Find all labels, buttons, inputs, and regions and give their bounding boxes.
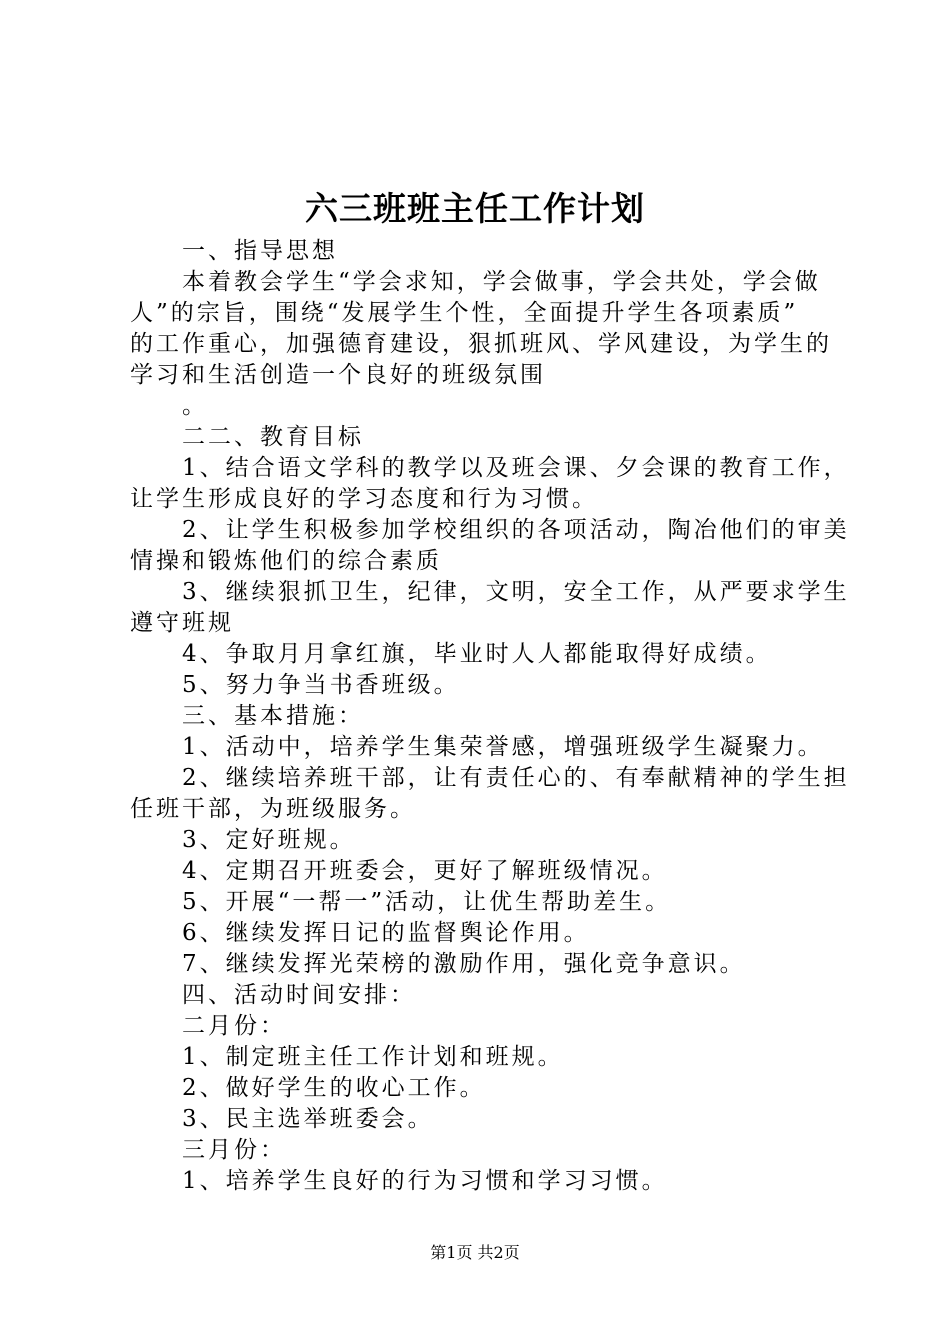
body-line: 情操和锻炼他们的综合素质 xyxy=(130,548,442,574)
document-body xyxy=(130,236,850,1197)
body-line: 1、结合语文学科的教学以及班会课、夕会课的教育工作， xyxy=(130,455,850,481)
body-line: 二月份： xyxy=(130,1013,286,1039)
body-line: 2、继续培养班干部，让有责任心的、有奉献精神的学生担 xyxy=(130,765,850,791)
body-line: 2、做好学生的收心工作。 xyxy=(130,1075,486,1101)
body-line: 四、活动时间安排： xyxy=(130,982,416,1008)
body-line: 学习和生活创造一个良好的班级氛围 xyxy=(130,362,546,388)
body-line: 2、让学生积极参加学校组织的各项活动，陶冶他们的审美 xyxy=(130,517,850,543)
body-line: 3、民主选举班委会。 xyxy=(130,1106,434,1132)
body-line: 4、定期召开班委会，更好了解班级情况。 xyxy=(130,858,668,884)
body-line: 7、继续发挥光荣榜的激励作用，强化竞争意识。 xyxy=(130,951,746,977)
body-line: 1、活动中，培养学生集荣誉感，增强班级学生凝聚力。 xyxy=(130,734,824,760)
body-line: 三、基本措施： xyxy=(130,703,364,729)
document-title: 六三班班主任工作计划 xyxy=(305,189,645,228)
body-line: 1、培养学生良好的行为习惯和学习习惯。 xyxy=(130,1168,668,1194)
body-line: 让学生形成良好的学习态度和行为习惯。 xyxy=(130,486,598,512)
body-line: 的工作重心，加强德育建设，狠抓班风、学风建设，为学生的 xyxy=(130,331,832,357)
body-line: 6、继续发挥日记的监督舆论作用。 xyxy=(130,920,590,946)
body-line: 5、努力争当书香班级。 xyxy=(130,672,460,698)
body-line: 3、继续狠抓卫生，纪律，文明，安全工作，从严要求学生 xyxy=(130,579,850,605)
page-number: 第1页 共2页 xyxy=(430,1243,520,1262)
body-line: 3、定好班规。 xyxy=(130,827,356,853)
body-line: 1、制定班主任工作计划和班规。 xyxy=(130,1044,564,1070)
body-line: 。 xyxy=(130,393,208,419)
body-line: 本着教会学生“学会求知，学会做事，学会共处，学会做 xyxy=(130,269,821,295)
body-line: 人”的宗旨，围绕“发展学生个性，全面提升学生各项素质” xyxy=(130,300,799,326)
body-line: 5、开展“一帮一”活动，让优生帮助差生。 xyxy=(130,889,672,915)
body-line: 遵守班规 xyxy=(130,610,234,636)
body-line: 二二、教育目标 xyxy=(130,424,364,450)
body-line: 4、争取月月拿红旗，毕业时人人都能取得好成绩。 xyxy=(130,641,772,667)
body-line: 任班干部，为班级服务。 xyxy=(130,796,416,822)
body-line: 一、指导思想 xyxy=(130,238,338,264)
body-line: 三月份： xyxy=(130,1137,286,1163)
